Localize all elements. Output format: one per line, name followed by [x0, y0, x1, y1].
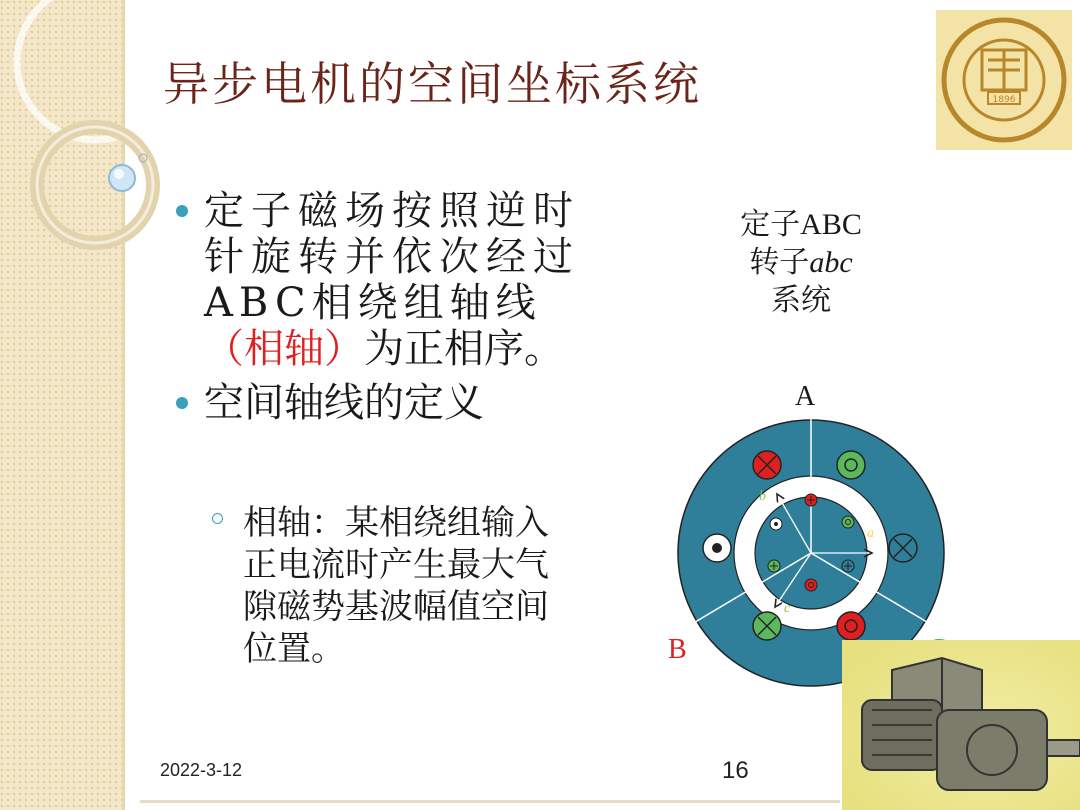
subbullet-marker: [212, 513, 223, 524]
subbullet-line-4: 位置。: [243, 629, 345, 669]
phase-axis-highlight: （相轴）: [204, 326, 364, 372]
rotor-coil-x: [842, 560, 854, 572]
rotor-coil-a-dot: [805, 579, 817, 591]
stator-coil-A-dot: [837, 612, 865, 640]
bullet-list: [170, 188, 630, 426]
bullet-1: [170, 188, 630, 372]
bullet-1-line-2: 针旋转并依次经过: [204, 234, 580, 280]
axis-B-label: B: [668, 634, 687, 665]
bullet-2-marker: [176, 397, 188, 409]
subbullet-line-2: 正电流时产生最大气: [243, 545, 549, 585]
bullet-1-line-3: ABC相绕组轴线: [204, 280, 542, 326]
bullet-2: [170, 380, 630, 426]
caption-line-3: 系统: [771, 284, 831, 317]
rotor-coil-a-plus: [805, 494, 817, 506]
diagram-caption: [716, 206, 886, 320]
axis-b-label: b: [759, 489, 766, 504]
bullet-1-line-1: 定子磁场按照逆时: [204, 188, 580, 234]
university-logo: [936, 10, 1072, 150]
subbullet-line-3: 隙磁势基波幅值空间: [243, 587, 549, 627]
axis-c-label: c: [784, 601, 791, 616]
caption-line-1: 定子ABC: [740, 208, 862, 241]
footer-date: 2022-3-12: [160, 760, 243, 780]
stator-coil-B-dot: [703, 534, 731, 562]
page-number: 16: [722, 757, 749, 784]
rotor-coil-c-dot: [842, 516, 854, 528]
stator-coil-C-plus: [753, 612, 781, 640]
stator-coil-x-right: [889, 534, 917, 562]
motor-photo: [842, 640, 1080, 810]
subbullet: [243, 502, 549, 670]
bullet-1-marker: [176, 205, 188, 217]
rotor-coil-c-plus: [768, 560, 780, 572]
bullet-1-line-4-rest: 为正相序。: [364, 326, 564, 372]
footer-divider: [140, 800, 840, 803]
bullet-2-line-1: 空间轴线的定义: [204, 380, 484, 426]
axis-a-label: a: [867, 526, 874, 541]
subbullet-line-1: 相轴：某相绕组输入: [243, 503, 549, 543]
stator-coil-A-plus: [753, 451, 781, 479]
rotor-coil-b-dot: [770, 518, 782, 530]
axis-A-label: A: [795, 381, 816, 412]
logo-year: 1896: [992, 95, 1016, 105]
caption-line-2: 转子abc: [749, 246, 853, 279]
stator-coil-C-dot: [837, 451, 865, 479]
slide-title: 异步电机的空间坐标系统: [163, 57, 702, 111]
